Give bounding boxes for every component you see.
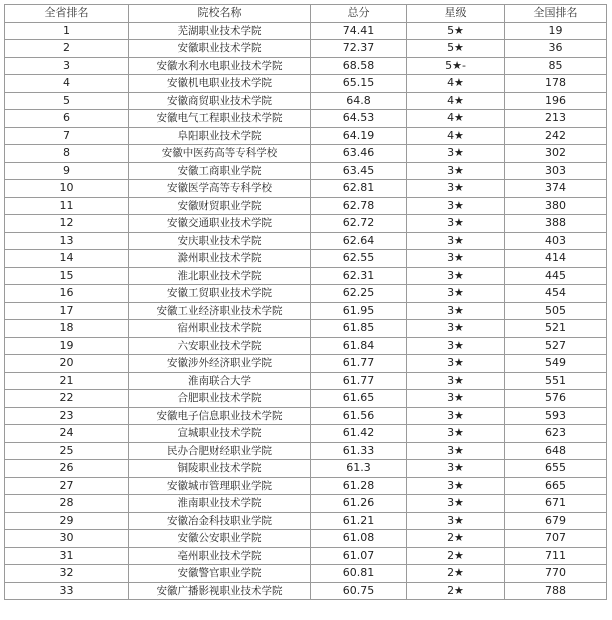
cell-national-rank: 665 [505,477,607,495]
cell-provincial-rank: 3 [5,57,129,75]
cell-provincial-rank: 29 [5,512,129,530]
cell-school-name: 安徽城市管理职业学院 [129,477,311,495]
cell-provincial-rank: 21 [5,372,129,390]
cell-national-rank: 655 [505,460,607,478]
cell-national-rank: 648 [505,442,607,460]
cell-school-name: 安徽水利水电职业技术学院 [129,57,311,75]
cell-national-rank: 576 [505,390,607,408]
cell-national-rank: 302 [505,145,607,163]
header-total-score: 总分 [311,5,407,23]
cell-total-score: 68.58 [311,57,407,75]
cell-national-rank: 403 [505,232,607,250]
cell-provincial-rank: 28 [5,495,129,513]
cell-provincial-rank: 32 [5,565,129,583]
cell-school-name: 民办合肥财经职业学院 [129,442,311,460]
cell-national-rank: 388 [505,215,607,233]
cell-national-rank: 711 [505,547,607,565]
cell-star-level: 3★ [407,197,505,215]
cell-provincial-rank: 4 [5,75,129,93]
cell-total-score: 62.81 [311,180,407,198]
cell-school-name: 安徽医学高等专科学校 [129,180,311,198]
table-row [5,22,607,40]
cell-total-score: 62.31 [311,267,407,285]
cell-provincial-rank: 26 [5,460,129,478]
cell-total-score: 62.25 [311,285,407,303]
cell-provincial-rank: 17 [5,302,129,320]
table-row [5,57,607,75]
table-body [5,22,607,600]
cell-star-level: 3★ [407,215,505,233]
cell-school-name: 安徽冶金科技职业学院 [129,512,311,530]
cell-total-score: 63.45 [311,162,407,180]
cell-star-level: 4★ [407,75,505,93]
table-row [5,477,607,495]
cell-star-level: 3★ [407,285,505,303]
cell-provincial-rank: 33 [5,582,129,600]
cell-star-level: 5★ [407,22,505,40]
cell-star-level: 2★ [407,582,505,600]
cell-star-level: 3★ [407,232,505,250]
cell-total-score: 62.55 [311,250,407,268]
cell-provincial-rank: 11 [5,197,129,215]
cell-total-score: 62.72 [311,215,407,233]
cell-school-name: 安徽电子信息职业技术学院 [129,407,311,425]
cell-provincial-rank: 6 [5,110,129,128]
cell-total-score: 61.08 [311,530,407,548]
cell-star-level: 5★ [407,40,505,58]
table-row [5,582,607,600]
table-row [5,530,607,548]
cell-star-level: 3★ [407,372,505,390]
cell-total-score: 61.21 [311,512,407,530]
cell-school-name: 合肥职业技术学院 [129,390,311,408]
cell-star-level: 3★ [407,512,505,530]
cell-school-name: 安徽中医药高等专科学校 [129,145,311,163]
cell-national-rank: 374 [505,180,607,198]
cell-total-score: 64.19 [311,127,407,145]
cell-total-score: 61.26 [311,495,407,513]
table-row [5,267,607,285]
cell-total-score: 61.65 [311,390,407,408]
cell-star-level: 3★ [407,162,505,180]
cell-school-name: 滁州职业技术学院 [129,250,311,268]
table-row [5,250,607,268]
cell-national-rank: 414 [505,250,607,268]
cell-star-level: 3★ [407,495,505,513]
cell-total-score: 61.77 [311,372,407,390]
cell-provincial-rank: 1 [5,22,129,40]
cell-national-rank: 380 [505,197,607,215]
cell-school-name: 安徽工贸职业技术学院 [129,285,311,303]
cell-provincial-rank: 24 [5,425,129,443]
cell-total-score: 61.3 [311,460,407,478]
cell-provincial-rank: 23 [5,407,129,425]
cell-school-name: 安庆职业技术学院 [129,232,311,250]
cell-school-name: 铜陵职业技术学院 [129,460,311,478]
cell-school-name: 芜湖职业技术学院 [129,22,311,40]
cell-total-score: 64.53 [311,110,407,128]
cell-school-name: 安徽涉外经济职业学院 [129,355,311,373]
cell-provincial-rank: 18 [5,320,129,338]
cell-national-rank: 196 [505,92,607,110]
cell-national-rank: 623 [505,425,607,443]
cell-national-rank: 178 [505,75,607,93]
cell-national-rank: 303 [505,162,607,180]
cell-total-score: 61.77 [311,355,407,373]
cell-national-rank: 521 [505,320,607,338]
cell-star-level: 4★ [407,127,505,145]
cell-provincial-rank: 13 [5,232,129,250]
cell-total-score: 62.64 [311,232,407,250]
table-row [5,162,607,180]
cell-total-score: 61.33 [311,442,407,460]
cell-national-rank: 505 [505,302,607,320]
cell-national-rank: 549 [505,355,607,373]
cell-school-name: 亳州职业技术学院 [129,547,311,565]
cell-star-level: 3★ [407,390,505,408]
cell-star-level: 3★ [407,425,505,443]
cell-star-level: 3★ [407,407,505,425]
table-row [5,215,607,233]
cell-star-level: 2★ [407,530,505,548]
cell-school-name: 安徽交通职业技术学院 [129,215,311,233]
cell-school-name: 安徽商贸职业技术学院 [129,92,311,110]
cell-school-name: 淮南联合大学 [129,372,311,390]
cell-school-name: 安徽警官职业学院 [129,565,311,583]
cell-star-level: 3★ [407,320,505,338]
table-row [5,92,607,110]
header-national-rank: 全国排名 [505,5,607,23]
cell-provincial-rank: 12 [5,215,129,233]
header-provincial-rank: 全省排名 [5,5,129,23]
table-row [5,302,607,320]
cell-provincial-rank: 15 [5,267,129,285]
cell-star-level: 3★ [407,477,505,495]
cell-national-rank: 679 [505,512,607,530]
cell-provincial-rank: 16 [5,285,129,303]
cell-school-name: 安徽职业技术学院 [129,40,311,58]
table-row [5,372,607,390]
table-row [5,180,607,198]
cell-star-level: 3★ [407,180,505,198]
cell-star-level: 3★ [407,145,505,163]
cell-national-rank: 445 [505,267,607,285]
cell-national-rank: 707 [505,530,607,548]
cell-provincial-rank: 9 [5,162,129,180]
table-row [5,40,607,58]
cell-school-name: 淮北职业技术学院 [129,267,311,285]
cell-school-name: 宣城职业技术学院 [129,425,311,443]
cell-school-name: 淮南职业技术学院 [129,495,311,513]
cell-total-score: 61.42 [311,425,407,443]
cell-provincial-rank: 19 [5,337,129,355]
cell-total-score: 60.75 [311,582,407,600]
cell-provincial-rank: 10 [5,180,129,198]
table-row [5,495,607,513]
table-row [5,512,607,530]
cell-national-rank: 527 [505,337,607,355]
table-row [5,285,607,303]
cell-provincial-rank: 27 [5,477,129,495]
cell-total-score: 64.8 [311,92,407,110]
cell-star-level: 3★ [407,337,505,355]
cell-star-level: 2★ [407,565,505,583]
cell-provincial-rank: 22 [5,390,129,408]
cell-star-level: 2★ [407,547,505,565]
header-star-level: 星级 [407,5,505,23]
cell-school-name: 安徽电气工程职业技术学院 [129,110,311,128]
cell-provincial-rank: 8 [5,145,129,163]
cell-star-level: 3★ [407,355,505,373]
cell-total-score: 61.07 [311,547,407,565]
cell-national-rank: 36 [505,40,607,58]
table-row [5,355,607,373]
cell-school-name: 六安职业技术学院 [129,337,311,355]
cell-provincial-rank: 5 [5,92,129,110]
cell-national-rank: 213 [505,110,607,128]
table-row [5,127,607,145]
cell-school-name: 安徽财贸职业学院 [129,197,311,215]
cell-star-level: 3★ [407,267,505,285]
table-row [5,75,607,93]
cell-school-name: 阜阳职业技术学院 [129,127,311,145]
cell-star-level: 3★ [407,250,505,268]
cell-total-score: 65.15 [311,75,407,93]
header-row [5,5,607,23]
table-row [5,442,607,460]
cell-national-rank: 85 [505,57,607,75]
header-school-name: 院校名称 [129,5,311,23]
cell-star-level: 4★ [407,92,505,110]
cell-provincial-rank: 25 [5,442,129,460]
cell-total-score: 61.95 [311,302,407,320]
cell-star-level: 3★ [407,442,505,460]
cell-provincial-rank: 30 [5,530,129,548]
cell-star-level: 3★ [407,460,505,478]
cell-total-score: 61.84 [311,337,407,355]
cell-total-score: 61.56 [311,407,407,425]
cell-provincial-rank: 2 [5,40,129,58]
cell-total-score: 74.41 [311,22,407,40]
table-row [5,197,607,215]
table-row [5,460,607,478]
cell-provincial-rank: 7 [5,127,129,145]
table-row [5,145,607,163]
cell-total-score: 60.81 [311,565,407,583]
cell-total-score: 63.46 [311,145,407,163]
cell-star-level: 3★ [407,302,505,320]
cell-provincial-rank: 20 [5,355,129,373]
cell-provincial-rank: 14 [5,250,129,268]
table-row [5,390,607,408]
table-row [5,425,607,443]
cell-national-rank: 454 [505,285,607,303]
cell-school-name: 安徽工商职业学院 [129,162,311,180]
table-row [5,547,607,565]
cell-total-score: 72.37 [311,40,407,58]
cell-total-score: 61.85 [311,320,407,338]
cell-school-name: 安徽机电职业技术学院 [129,75,311,93]
table-row [5,407,607,425]
table-row [5,337,607,355]
cell-national-rank: 770 [505,565,607,583]
cell-school-name: 安徽工业经济职业技术学院 [129,302,311,320]
cell-total-score: 62.78 [311,197,407,215]
table-row [5,320,607,338]
cell-national-rank: 551 [505,372,607,390]
cell-provincial-rank: 31 [5,547,129,565]
cell-star-level: 4★ [407,110,505,128]
cell-school-name: 安徽广播影视职业技术学院 [129,582,311,600]
cell-school-name: 安徽公安职业学院 [129,530,311,548]
cell-total-score: 61.28 [311,477,407,495]
cell-school-name: 宿州职业技术学院 [129,320,311,338]
table-row [5,565,607,583]
table-row [5,232,607,250]
ranking-table [4,4,607,600]
cell-national-rank: 593 [505,407,607,425]
cell-national-rank: 788 [505,582,607,600]
cell-national-rank: 242 [505,127,607,145]
cell-national-rank: 19 [505,22,607,40]
cell-star-level: 5★- [407,57,505,75]
cell-national-rank: 671 [505,495,607,513]
table-row [5,110,607,128]
